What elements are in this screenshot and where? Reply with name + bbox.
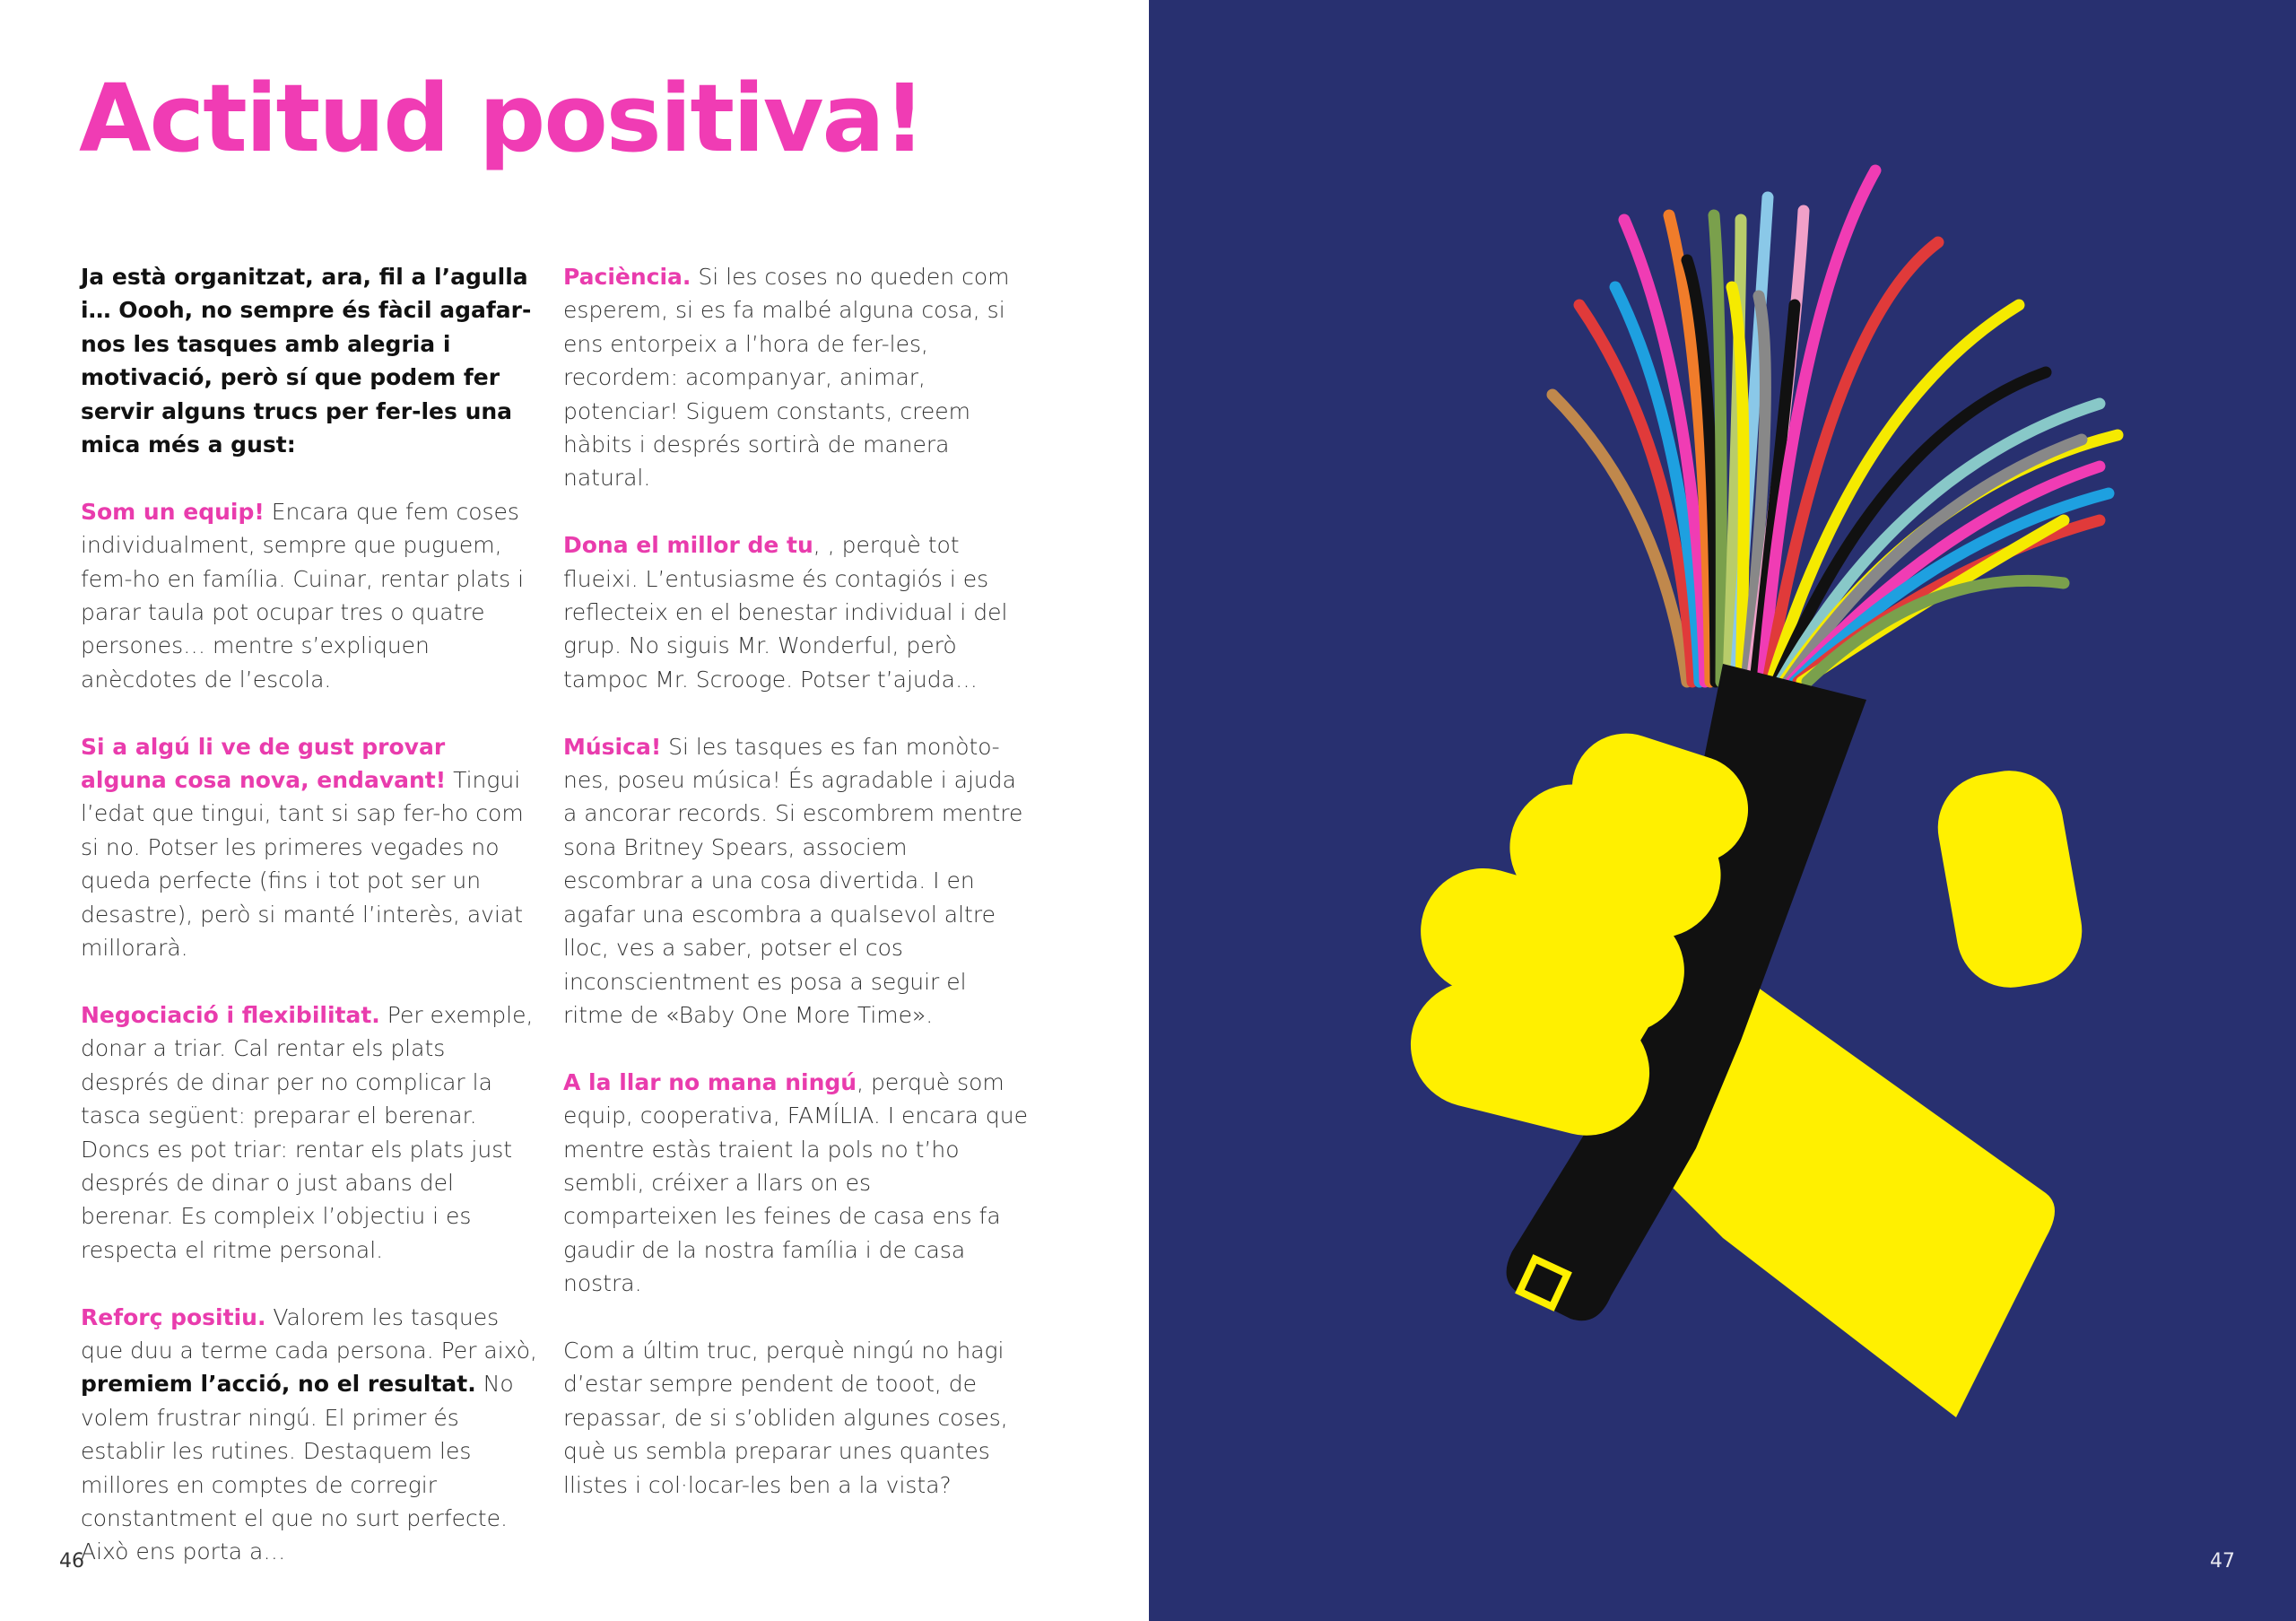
page-number-left: 46 (59, 1550, 84, 1573)
hand-holding-feather-duster-icon (1149, 0, 2296, 1621)
paragraph-musica (563, 730, 1030, 1033)
paragraph-body: Valorem les tasques que duu a terme cada persona. Per això, (81, 1303, 537, 1364)
paragraph-body: Tingui l’edat que tingui, tant si sap fer-ho com si no. Potser les primeres vegades no queda perfecte (fins i tot pot ser un desastre), però si manté l’interès, aviat millorarà. (81, 767, 524, 962)
paragraph-dona-el-millor (563, 528, 1030, 696)
page-number-right: 47 (2210, 1550, 2235, 1573)
paragraph-heading: Negociació i flexibilitat. (81, 1001, 380, 1028)
paragraph-heading: Som un equip! (81, 498, 265, 525)
paragraph-heading: Paciència. (563, 264, 691, 290)
paragraph-paciencia (563, 260, 1030, 495)
page-title: Actitud positiva! (79, 64, 925, 173)
paragraph-ultim-truc: Com a últim truc, perquè ningú no hagi d’estar sempre pendent de tooot, de repassar, de si s’obliden algunes coses, què us sembla preparar unes quantes llistes i col·locar-les ben a la vista? (563, 1337, 1008, 1498)
paragraph-som-un-equip (81, 495, 538, 696)
paragraph-body: Si les coses no queden com esperem, si es fa malbé alguna cosa, si ens entorpeix a l’hora de fer-les, recordem: acompanyar, animar, potenciar! Siguem constants, creem hàbits i després sortirà de manera natural. (563, 264, 1010, 492)
paragraph-heading: Dona el millor de tu (563, 532, 813, 559)
paragraph-emphasis: premiem l’acció, no el resultat. (81, 1371, 476, 1398)
paragraph-body: Encara que fem coses individualment, sempre que puguem, fem-ho en família. Cuinar, rentar plats i parar taula pot ocupar tres o quatre persones… mentre s’expliquen anècdotes de l’escola. (81, 498, 525, 693)
text-column-left (81, 260, 538, 1602)
paragraph-negociacio (81, 998, 538, 1267)
paragraph-a-la-llar (563, 1066, 1030, 1301)
paragraph-body: Si les tasques es fan monòtones, poseu música! És agradable i ajuda a ancorar records. Si escombrem mentre sona Britney Spears, associem escombrar a una cosa divertida. I en agafar una escombra a qualsevol altre lloc, ves a saber, potser el cos inconscientment es posa a seguir el ritme de «Baby One More Time». (563, 733, 1023, 1028)
paragraph-heading: Música! (563, 733, 662, 760)
paragraph-heading: Reforç positiu. (81, 1303, 266, 1330)
paragraph-body: Per exemple, donar a triar. Cal rentar els plats després de dinar per no complicar la tasca següent: preparar el berenar. Doncs es pot triar: rentar els plats just després de dinar o just abans del berenar. Es compleix l’objectiu i es respecta el ritme personal. (81, 1001, 534, 1263)
paragraph-body: No volem frustrar ningú. El primer és establir les rutines. Destaquem les millores en comptes de corregir constantment el que no surt perfecte. Això ens porta a… (81, 1371, 514, 1565)
paragraph-reforc-positiu (81, 1301, 538, 1569)
paragraph-heading: Si a algú li ve de gust provar alguna cosa nova, endavant! (81, 733, 447, 794)
text-column-right (563, 260, 1030, 1535)
intro-paragraph: Ja està organitzat, ara, fil a l’agulla i… Oooh, no sempre és fàcil agafar-nos les tasques amb alegria i motivació, però sí que podem fer servir alguns trucs per fer-les una mica més a gust: (81, 264, 532, 458)
paragraph-heading: A la llar no mana ningú (563, 1068, 857, 1095)
paragraph-body: , perquè som equip, cooperativa, FAMÍLIA. I encara que mentre estàs traient la pols no t’ho sembli, créixer a llars on es comparteixen les feines de casa ens fa gaudir de la nostra família i de casa nostra. (563, 1068, 1028, 1297)
paragraph-provar-cosa-nova (81, 730, 538, 965)
paragraph-body: , , perquè tot flueixi. L’entusiasme és contagiós i es reflecteix en el benestar individual i del grup. No siguis Mr. Wonderful, però tampoc Mr. Scrooge. Potser t’ajuda… (563, 532, 1008, 693)
